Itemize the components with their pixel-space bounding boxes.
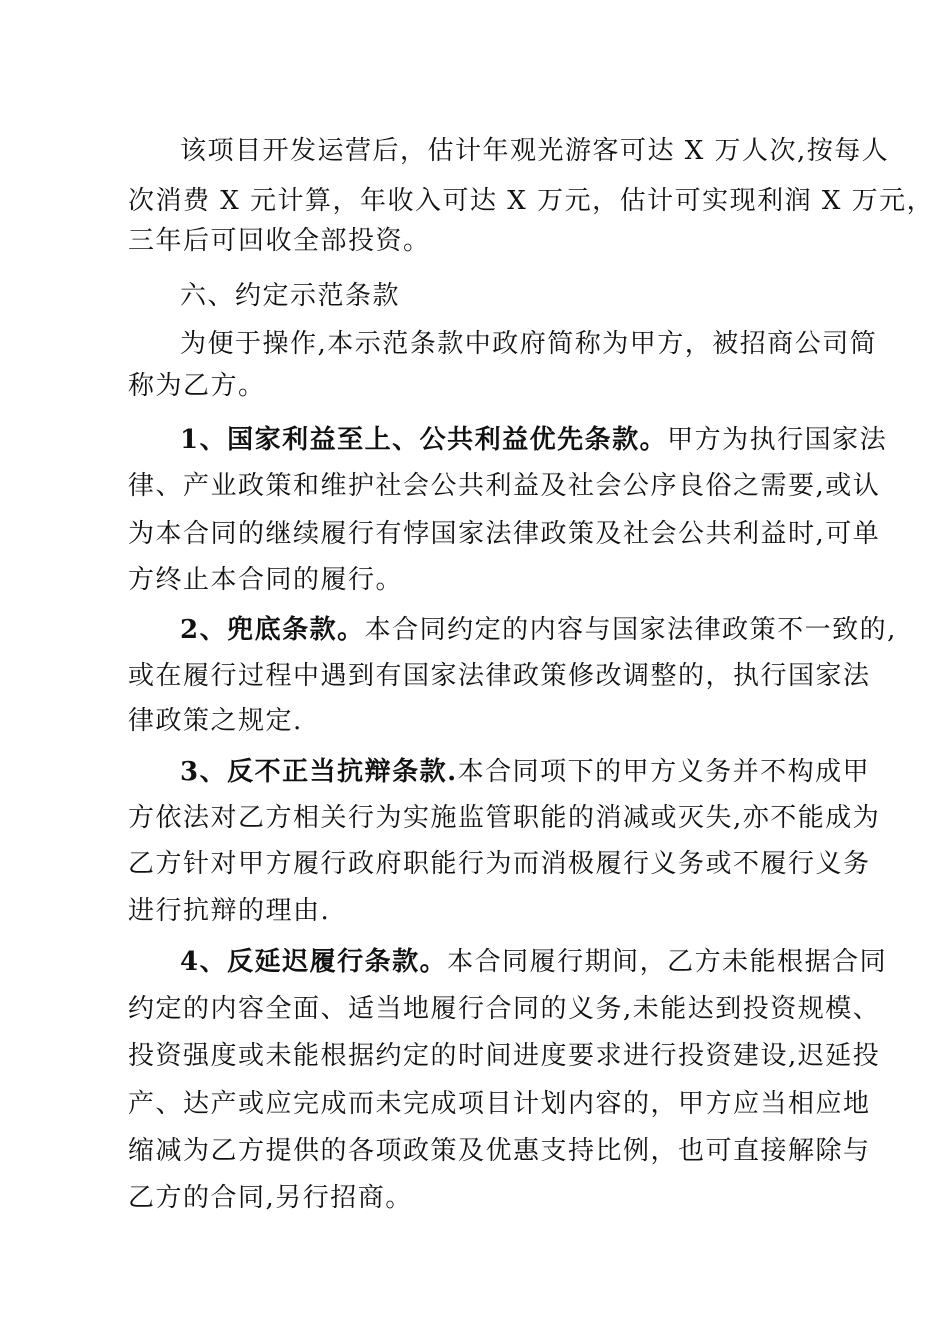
- clause-1-line: 1、国家利益至上、公共利益优先条款。甲方为执行国家法: [180, 425, 888, 455]
- clause-heading: 4、反延迟履行条款。: [180, 947, 448, 977]
- paragraph-line: 称为乙方。: [128, 371, 266, 401]
- clause-3-line: 3、反不正当抗辩条款.本合同项下的甲方义务并不构成甲: [180, 757, 871, 787]
- paragraph-line: 为便于操作,本示范条款中政府简称为甲方，被招商公司简: [180, 329, 878, 359]
- clause-heading: 1、国家利益至上、公共利益优先条款。: [180, 425, 668, 455]
- paragraph-line: 乙方针对甲方履行政府职能行为而消极履行义务或不履行义务: [128, 849, 871, 879]
- paragraph-line: 投资强度或未能根据约定的时间进度要求进行投资建设,迟延投: [128, 1041, 881, 1071]
- paragraph-line: 缩减为乙方提供的各项政策及优惠支持比例，也可直接解除与: [128, 1136, 871, 1166]
- paragraph-line: 方终止本合同的履行。: [128, 565, 404, 595]
- paragraph-line: 次消费 X 元计算，年收入可达 X 万元，估计可实现利润 X 万元，: [128, 186, 935, 216]
- paragraph-line: 律、产业政策和维护社会公共利益及社会公序良俗之需要,或认: [128, 471, 881, 501]
- clause-heading: 2、兜底条款。: [180, 615, 365, 645]
- paragraph-line: 乙方的合同,另行招商。: [128, 1183, 413, 1213]
- paragraph-line: 进行抗辩的理由.: [128, 896, 331, 926]
- paragraph-line: 该项目开发运营后，估计年观光游客可达 X 万人次,按每人: [180, 136, 890, 166]
- paragraph-line: 为本合同的继续履行有悖国家法律政策及社会公共利益时,可单: [128, 519, 881, 549]
- clause-heading: 3、反不正当抗辩条款.: [180, 757, 458, 787]
- paragraph-line: 律政策之规定.: [128, 706, 303, 736]
- paragraph-line: 或在履行过程中遇到有国家法律政策修改调整的，执行国家法: [128, 661, 871, 691]
- paragraph-line: 约定的内容全面、适当地履行合同的义务,未能达到投资规模、: [128, 994, 881, 1024]
- paragraph-line: 产、达产或应完成而未完成项目计划内容的，甲方应当相应地: [128, 1089, 871, 1119]
- paragraph-line: 三年后可回收全部投资。: [128, 226, 431, 256]
- clause-2-line: 2、兜底条款。本合同约定的内容与国家法律政策不一致的,: [180, 615, 897, 645]
- section-heading: 六、约定示范条款: [180, 281, 401, 311]
- paragraph-line: 方依法对乙方相关行为实施监管职能的消减或灭失,亦不能成为: [128, 803, 881, 833]
- clause-4-line: 4、反延迟履行条款。本合同履行期间，乙方未能根据合同: [180, 947, 888, 977]
